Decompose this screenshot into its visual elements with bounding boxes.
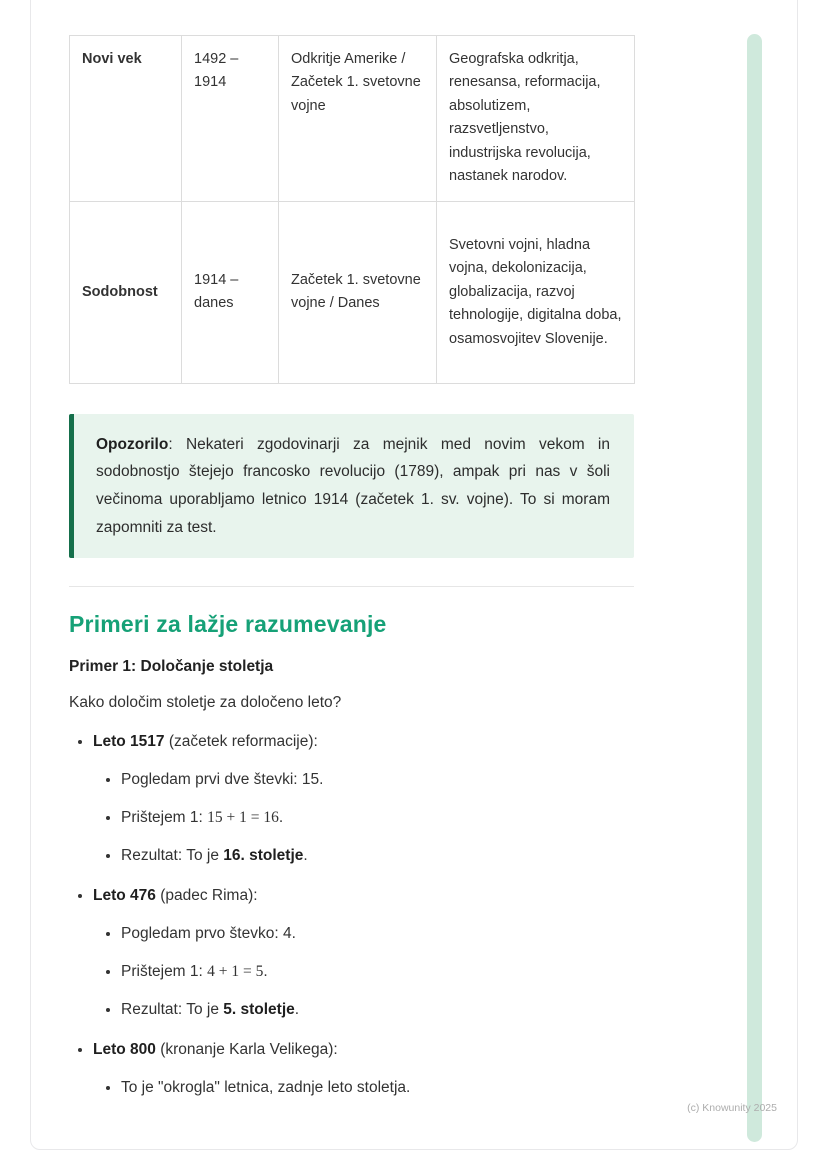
list-item-leto-800 [93, 1038, 634, 1100]
history-periods-table [69, 35, 635, 384]
list-item-leto-476 [93, 884, 634, 1022]
warning-body: : Nekateri zgodovinarji za mejnik med novim vekom in sodobnostjo štejejo francosko revolucijo (1789), ampak pri nas v šoli večinoma uporabljamo letnico 1914 (začetek 1. sv. vojne). To si moram zapomniti za test. [96, 435, 610, 536]
document-content [69, 35, 634, 1116]
question-text: Kako določim stoletje za določeno leto? [69, 694, 342, 712]
document-page [30, 0, 798, 1150]
step-item [121, 922, 634, 946]
milestones-cell: Začetek 1. svetovne vojne / Danes [279, 201, 437, 383]
year-suffix: (začetek reformacije): [164, 733, 318, 751]
year-suffix: (kronanje Karla Velikega): [155, 1041, 338, 1059]
step-text: To je "okrogla" letnica, zadnje leto stoletja. [121, 1079, 411, 1097]
section-title: Primeri za lažje razumevanje [69, 611, 387, 638]
step-text: Rezultat: To je [121, 847, 224, 865]
step-text: . [294, 1001, 300, 1019]
step-text: Prištejem 1: [121, 809, 208, 827]
step-text: . [303, 847, 308, 865]
features-cell: Svetovni vojni, hladna vojna, dekolonizacija, globalizacija, razvoj tehnologije, digitalna doba, osamosvojitev Slovenije. [437, 201, 635, 383]
milestones-cell: Odkritje Amerike / Začetek 1. svetovne vojne [279, 36, 437, 202]
section-divider [69, 586, 634, 587]
year-suffix: (padec Rima): [155, 887, 258, 905]
math-expression: 15 + 1 = 16 [207, 809, 279, 827]
features-cell: Geografska odkritja, renesansa, reformacija, absolutizem, razsvetljenstvo, industrijska revolucija, nastanek narodov. [437, 36, 635, 202]
step-text: Rezultat: To je [121, 1001, 224, 1019]
step-item [121, 998, 634, 1022]
period-cell: Sodobnost [70, 201, 182, 383]
step-text: . [263, 963, 268, 981]
step-text: Prištejem 1: [121, 963, 208, 981]
step-item [121, 768, 634, 792]
step-text: . [278, 809, 284, 827]
step-text: Pogledam prvo števko: 4. [121, 925, 296, 943]
warning-label: Opozorilo [96, 435, 169, 453]
step-item [121, 1076, 634, 1100]
examples-list [69, 730, 634, 1100]
example-title: Primer 1: Določanje stoletja [69, 658, 274, 676]
warning-text [96, 431, 610, 541]
math-expression: 4 + 1 = 5 [207, 963, 264, 981]
step-text: Pogledam prvi dve števki: 15. [121, 771, 324, 789]
year-label: Leto 476 [93, 887, 156, 905]
watermark: (c) Knowunity 2025 [687, 1102, 777, 1114]
step-item [121, 960, 634, 984]
years-cell: 1492 – 1914 [182, 36, 279, 202]
year-label: Leto 1517 [93, 733, 165, 751]
steps-list [93, 922, 634, 1022]
period-cell: Novi vek [70, 36, 182, 202]
steps-list [93, 1076, 634, 1100]
table-row-sodobnost [70, 201, 635, 383]
warning-callout [69, 414, 634, 558]
step-item [121, 844, 634, 868]
scrollbar-track[interactable] [747, 34, 762, 1142]
steps-list [93, 768, 634, 868]
year-label: Leto 800 [93, 1041, 156, 1059]
table-row-novi-vek [70, 36, 635, 202]
step-item [121, 806, 634, 830]
list-item-leto-1517 [93, 730, 634, 868]
result-bold: 5. stoletje [223, 1001, 295, 1019]
years-cell: 1914 – danes [182, 201, 279, 383]
result-bold: 16. stoletje [223, 847, 304, 865]
